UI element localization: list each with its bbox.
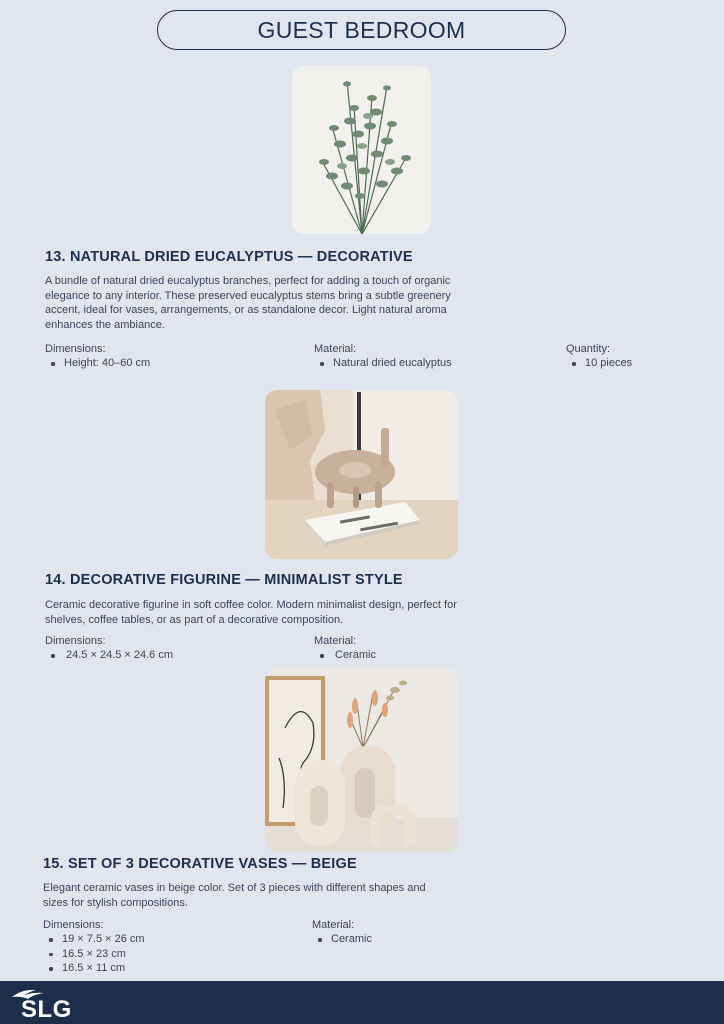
- spec-value: Natural dried eucalyptus: [314, 356, 452, 371]
- spec-value: 16.5 × 11 cm: [43, 961, 145, 976]
- eucalyptus-photo: [292, 66, 431, 234]
- spec-material: [314, 634, 376, 663]
- item-description: A bundle of natural dried eucalyptus branches, perfect for adding a touch of organic elegance to any interior. These preserved eucalyptus stems bring a subtle greenery accent, ideal for vases, arrangements, or as standalone decor. Light natural aroma enhances the ambiance.: [45, 275, 451, 331]
- spec-value: 24.5 × 24.5 × 24.6 cm: [45, 648, 173, 663]
- spec-dimensions: [45, 342, 150, 371]
- spec-dimensions: [43, 918, 145, 976]
- spec-label: Dimensions:: [45, 343, 106, 355]
- spec-material: [312, 918, 372, 947]
- ceramic-figurine-photo: [265, 390, 458, 559]
- spec-label: Material:: [314, 635, 357, 647]
- spec-value: Ceramic: [314, 648, 376, 663]
- spec-dimensions: [45, 634, 173, 663]
- spec-quantity: [566, 342, 632, 371]
- spec-material: [314, 342, 452, 371]
- spec-label: Dimensions:: [45, 635, 106, 647]
- item-title: 14. DECORATIVE FIGURINE — MINIMALIST STYLE: [45, 572, 403, 588]
- spec-label: Material:: [312, 919, 355, 931]
- spec-value: 19 × 7.5 × 26 cm: [43, 932, 145, 947]
- item-description: Ceramic decorative figurine in soft coffee color. Modern minimalist design, perfect for shelves, coffee tables, or as part of a decorative composition.: [45, 599, 457, 626]
- beige-vases-photo: [265, 668, 458, 852]
- spec-label: Quantity:: [566, 343, 611, 355]
- spec-value: 10 pieces: [566, 356, 632, 371]
- spec-value: 16.5 × 23 cm: [43, 947, 145, 962]
- item-title: 15. SET OF 3 DECORATIVE VASES — BEIGE: [43, 856, 357, 872]
- page-title: GUEST BEDROOM: [157, 10, 566, 50]
- logo-text: SLG: [21, 996, 72, 1023]
- item-description: Elegant ceramic vases in beige color. Set of 3 pieces with different shapes and sizes for stylish compositions.: [43, 882, 426, 909]
- slg-logo: [10, 987, 74, 1021]
- spec-label: Dimensions:: [43, 919, 104, 931]
- spec-value: Ceramic: [312, 932, 372, 947]
- footer-bar: [0, 981, 724, 1024]
- spec-value: Height: 40–60 cm: [45, 356, 150, 371]
- spec-label: Material:: [314, 343, 357, 355]
- item-title: 13. NATURAL DRIED EUCALYPTUS — DECORATIVE: [45, 249, 413, 265]
